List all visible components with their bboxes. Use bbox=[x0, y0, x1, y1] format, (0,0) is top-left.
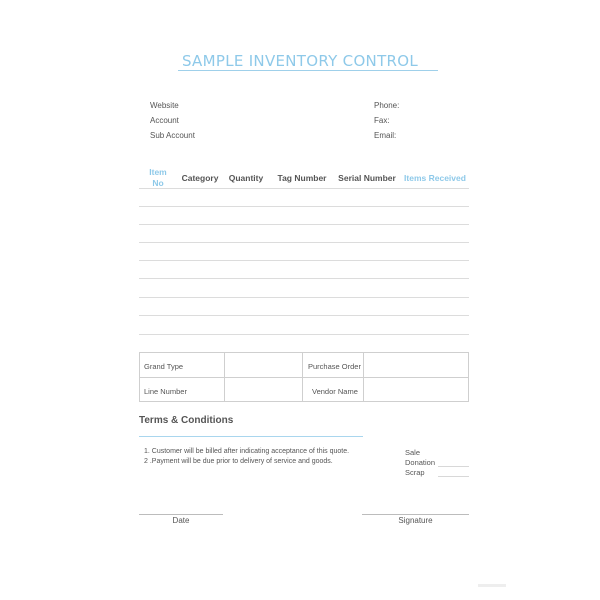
line-number-label: Line Number bbox=[144, 387, 187, 396]
header-item-no-line1: Item bbox=[149, 167, 167, 177]
terms-title: Terms & Conditions bbox=[139, 415, 234, 426]
table-row bbox=[139, 334, 469, 335]
table-row bbox=[139, 278, 469, 279]
header-category: Category bbox=[181, 173, 219, 183]
scrap-line bbox=[438, 476, 469, 477]
grand-type-label: Grand Type bbox=[144, 362, 184, 371]
table-row bbox=[139, 260, 469, 261]
header-items-received: Items Received bbox=[404, 173, 466, 183]
table-row bbox=[139, 224, 469, 225]
document-title: SAMPLE INVENTORY CONTROL bbox=[181, 52, 419, 70]
scrap-label: Scrap bbox=[405, 468, 425, 477]
title-underline bbox=[178, 70, 438, 71]
table-row bbox=[139, 188, 469, 189]
info-phone-label: Phone: bbox=[374, 101, 400, 110]
order-details-box bbox=[139, 352, 469, 402]
donation-label: Donation bbox=[405, 458, 436, 467]
sale-label: Sale bbox=[405, 448, 421, 457]
term-item: 1. Customer will be billed after indicating acceptance of this quote. bbox=[144, 448, 350, 455]
info-account-label: Account bbox=[150, 116, 179, 125]
info-fax-label: Fax: bbox=[374, 116, 390, 125]
purchase-order-label: Purchase Order bbox=[308, 362, 361, 371]
header-serial-number: Serial Number bbox=[338, 173, 396, 183]
table-row bbox=[139, 242, 469, 243]
signature-line bbox=[362, 514, 469, 515]
vendor-name-label: Vendor Name bbox=[312, 387, 358, 396]
date-label: Date bbox=[172, 516, 190, 525]
header-item-no-line2: No bbox=[152, 178, 164, 188]
header-tag-number: Tag Number bbox=[277, 173, 327, 183]
table-row bbox=[139, 297, 469, 298]
info-website-label: Website bbox=[150, 101, 179, 110]
signature-label: Signature bbox=[398, 516, 433, 525]
table-row bbox=[139, 206, 469, 207]
table-row bbox=[139, 315, 469, 316]
box-divider bbox=[140, 377, 468, 378]
info-email-label: Email: bbox=[374, 131, 397, 140]
info-sub-account-label: Sub Account bbox=[150, 131, 195, 140]
terms-underline bbox=[139, 436, 363, 437]
date-line bbox=[139, 514, 223, 515]
term-item: 2 .Payment will be due prior to delivery of service and goods. bbox=[144, 458, 333, 465]
watermark-logo bbox=[478, 584, 506, 587]
header-quantity: Quantity bbox=[228, 173, 264, 183]
donation-line bbox=[438, 466, 469, 467]
